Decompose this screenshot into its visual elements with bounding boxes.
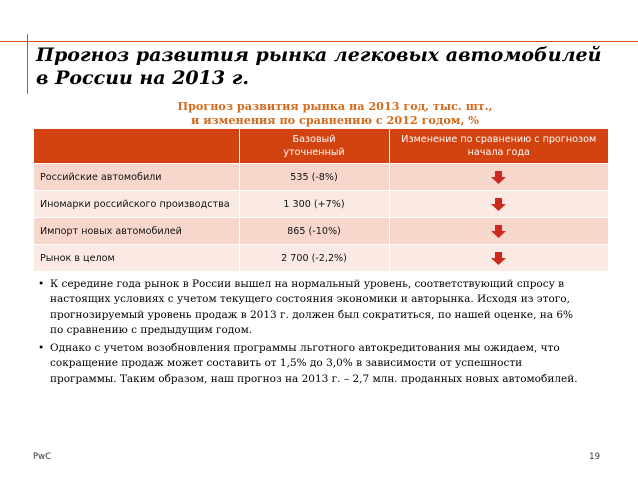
row-label: Рынок в целом	[34, 245, 239, 272]
bullet-line: прогнозируемый уровень продаж в 2013 г. должен был сократиться, по нашей оценке, на 6%	[50, 308, 574, 321]
row-change	[389, 218, 608, 245]
down-arrow-icon	[491, 198, 506, 211]
page-title-line-1: Прогноз развития рынка легковых автомобилей	[36, 44, 602, 66]
table-row	[34, 164, 608, 191]
table-header-row	[34, 129, 608, 164]
row-change	[389, 245, 608, 272]
forecast-table	[34, 129, 608, 271]
bullet-line: по сравнению с предыдущим годом.	[50, 323, 253, 336]
header-change-line-2: начала года	[467, 147, 530, 158]
row-label: Российские автомобили	[34, 164, 239, 191]
table-row	[34, 218, 608, 245]
down-arrow-icon	[491, 171, 506, 184]
bullet-line: сокращение продаж может составить от 1,5% до 3,0% в зависимости от успешности	[50, 357, 523, 370]
row-change	[389, 191, 608, 218]
page-number: 19	[589, 452, 600, 462]
commentary-list	[38, 277, 608, 390]
row-change	[389, 164, 608, 191]
bullet-line: Однако с учетом возобновления программы льготного автокредитования мы ожидаем, что	[50, 342, 560, 355]
bullet-line: настоящих условиях с учетом текущего состояния экономики и авторынка. Исходя из этого,	[50, 293, 570, 306]
table-row	[34, 191, 608, 218]
title-accent-rule	[27, 34, 28, 94]
header-change	[389, 129, 608, 164]
page-title	[36, 44, 626, 90]
table-caption-line-2: и изменения по сравнению с 2012 годом, %	[191, 113, 479, 127]
bullet-dot-icon: •	[38, 278, 45, 290]
bullet-dot-icon: •	[38, 342, 45, 355]
footer-brand: PwC	[33, 452, 52, 462]
header-change-line-1: Изменение по сравнению с прогнозом	[401, 134, 597, 145]
down-arrow-icon	[491, 252, 506, 265]
down-arrow-icon	[491, 225, 506, 238]
bullet-item	[38, 341, 608, 387]
row-label: Иномарки российского производства	[34, 191, 239, 218]
row-value: 2 700 (-2,2%)	[239, 245, 389, 272]
row-value: 1 300 (+7%)	[239, 191, 389, 218]
row-value: 535 (-8%)	[239, 164, 389, 191]
page-title-line-2: в России на 2013 г.	[36, 67, 250, 89]
row-label: Импорт новых автомобилей	[34, 218, 239, 245]
bullet-line: К середине года рынок в России вышел на нормальный уровень, соответствующий спросу в	[50, 278, 565, 290]
bullet-line: программы. Таким образом, наш прогноз на 2013 г. – 2,7 млн. проданных новых автомобилей.	[50, 372, 578, 385]
header-rule	[0, 41, 638, 42]
header-base-forecast	[239, 129, 389, 164]
table-row	[34, 245, 608, 272]
header-base-line-1: Базовый	[292, 134, 336, 145]
header-segment	[34, 129, 239, 164]
bullet-item	[38, 277, 608, 338]
table-caption	[140, 99, 530, 127]
header-base-line-2: уточненный	[283, 147, 345, 158]
row-value: 865 (-10%)	[239, 218, 389, 245]
table-caption-line-1: Прогноз развития рынка на 2013 год, тыс. шт.,	[177, 99, 493, 113]
